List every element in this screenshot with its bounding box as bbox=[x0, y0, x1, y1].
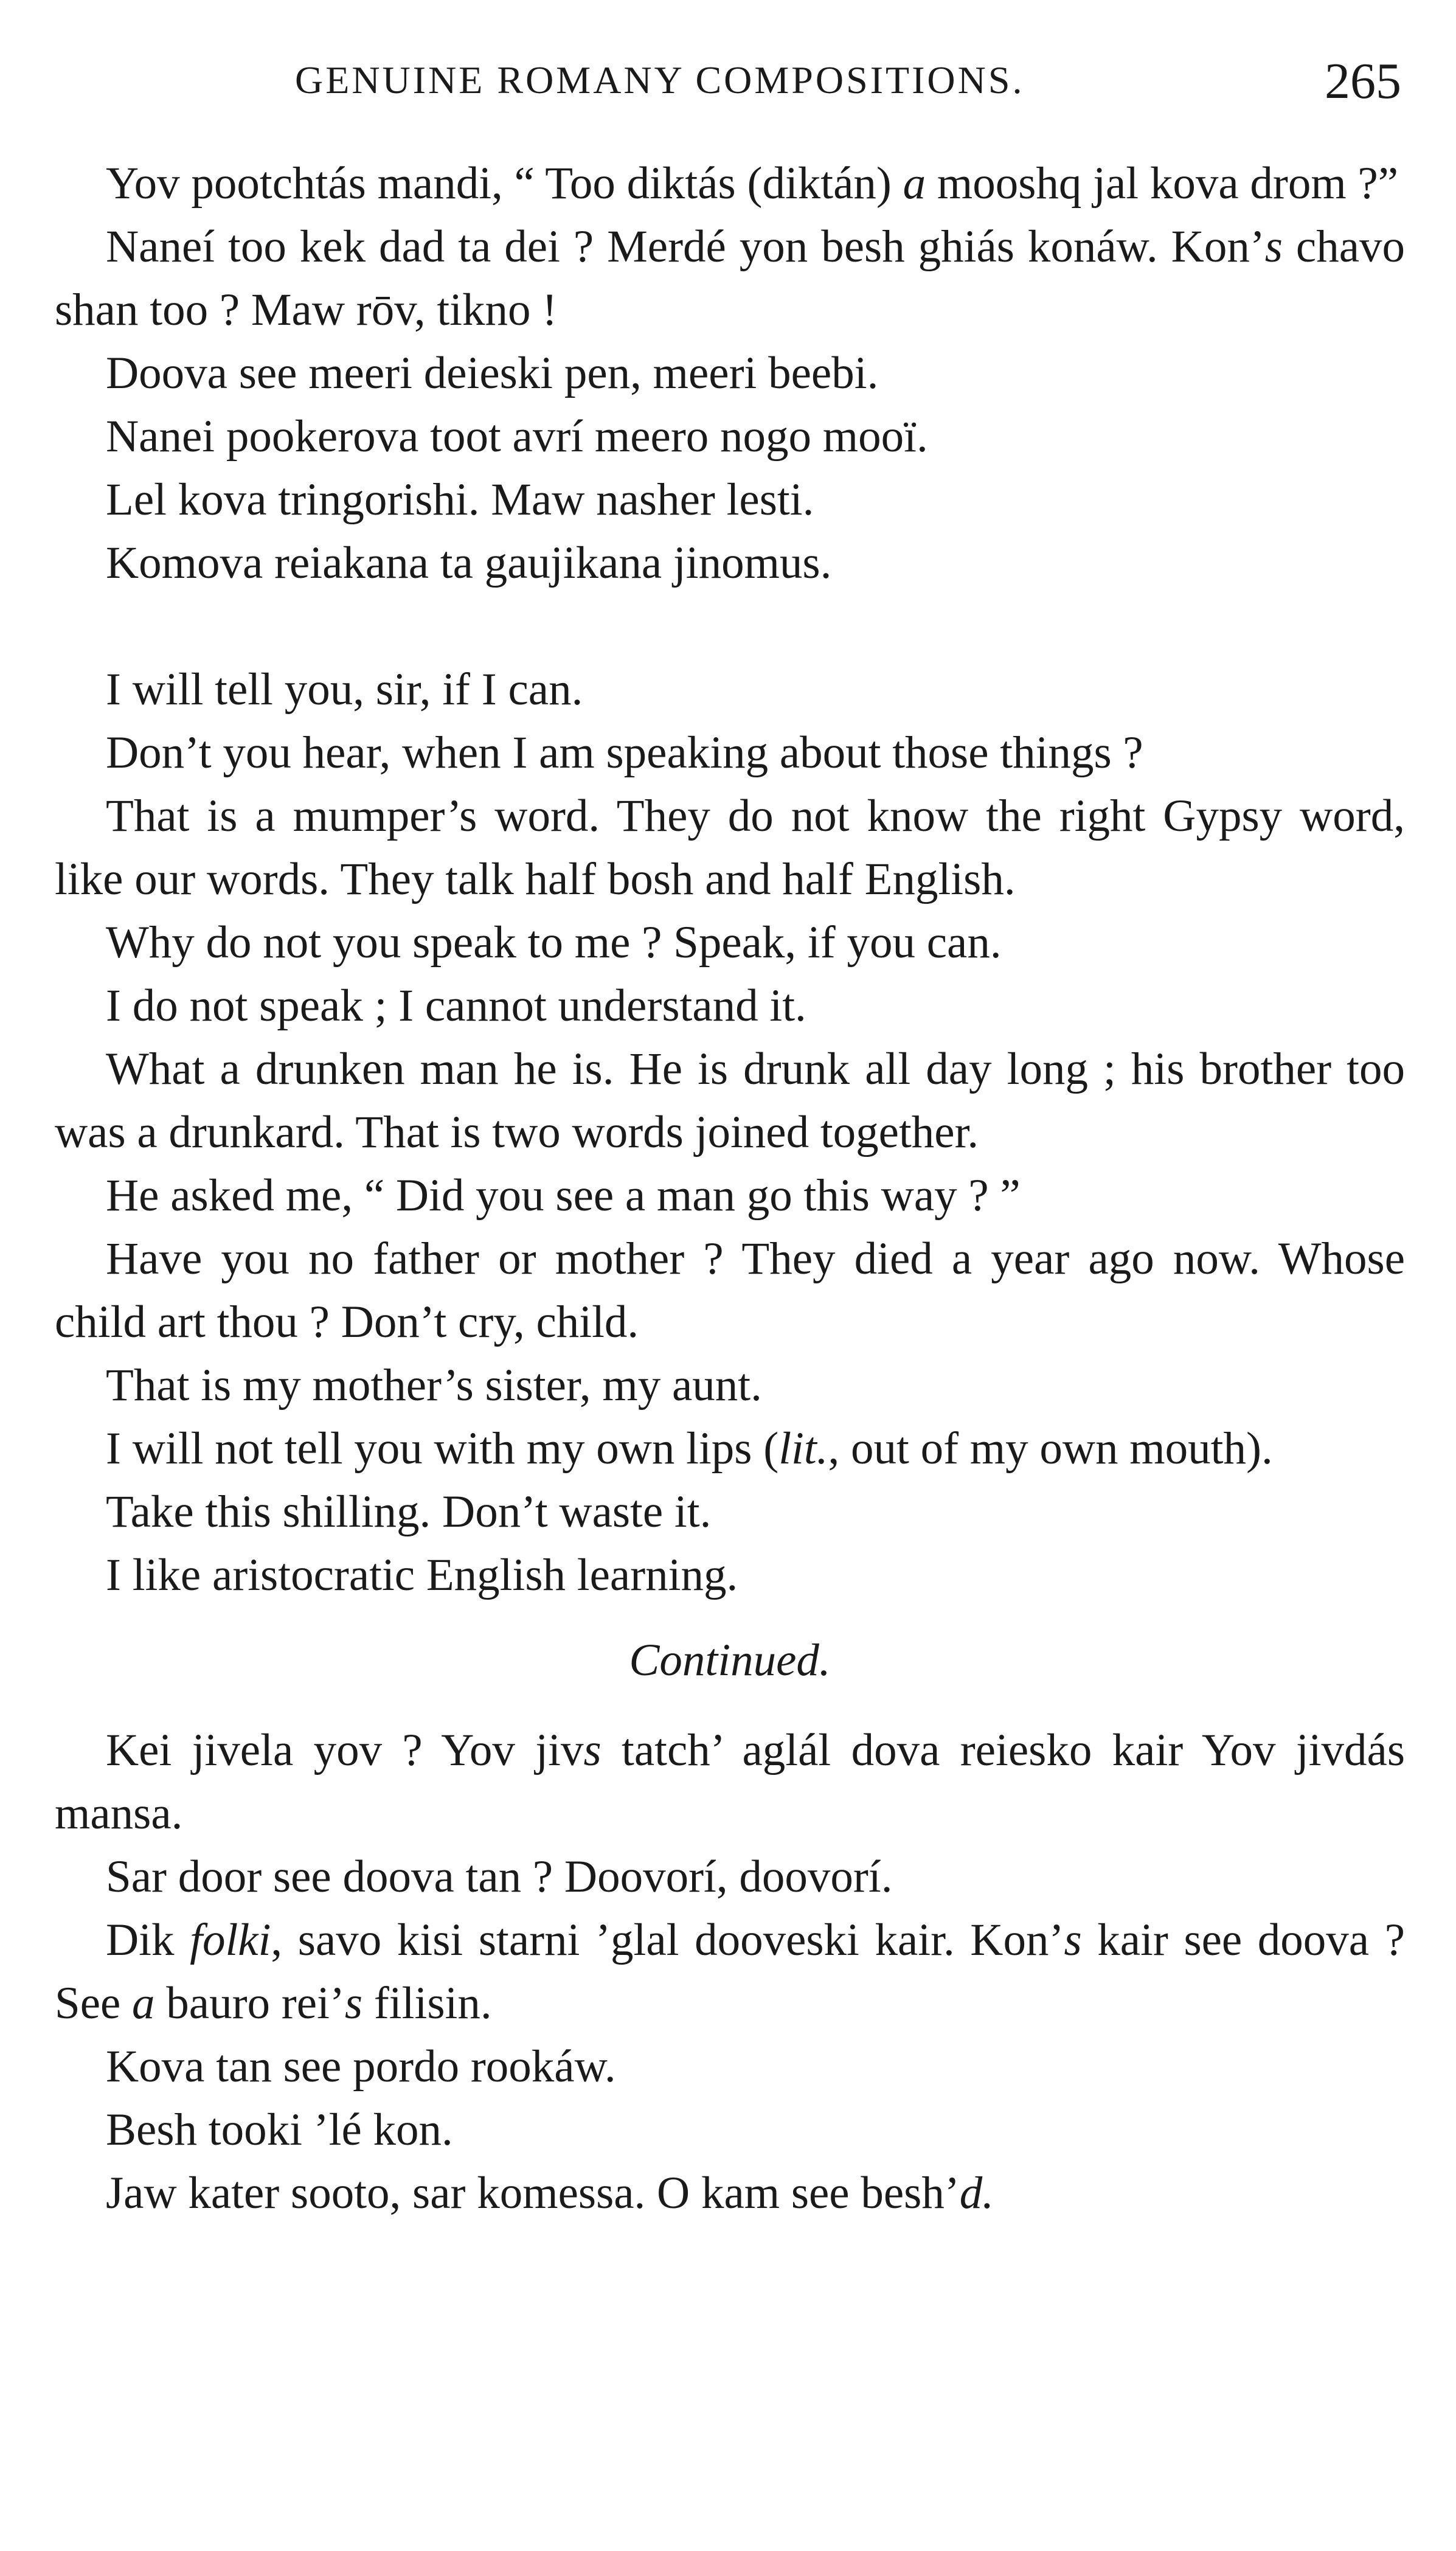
text-run: Besh tooki ’lé kon. bbox=[106, 2105, 453, 2155]
text-run: Take this shilling. Don’t waste it. bbox=[106, 1487, 712, 1537]
text-run: Yov pootchtás mandi, “ Too diktás (diktán) bbox=[106, 158, 903, 209]
text-run: Lel kova tringorishi. Maw nasher lesti. bbox=[106, 474, 814, 525]
text-run: filisin. bbox=[362, 1978, 492, 2029]
running-head bbox=[55, 52, 1401, 119]
paragraph bbox=[55, 1544, 1405, 1607]
text-run: Dik bbox=[106, 1915, 190, 1965]
italic-text-run: lit. bbox=[778, 1423, 828, 1474]
text-run: Naneí too kek dad ta dei ? Merdé yon besh ghiás konáw. Kon’ bbox=[106, 221, 1265, 272]
text-run: Komova reiakana ta gaujikana jinomus. bbox=[106, 538, 832, 588]
text-run: Kova tan see pordo rookáw. bbox=[106, 2041, 616, 2092]
text-run: Don’t you hear, when I am speaking about those things ? bbox=[106, 727, 1143, 778]
paragraph bbox=[55, 721, 1405, 785]
paragraph bbox=[55, 658, 1405, 721]
section-heading: Continued. bbox=[629, 1635, 831, 1685]
paragraph bbox=[55, 532, 1405, 595]
text-run: Why do not you speak to me ? Speak, if you can. bbox=[106, 917, 1002, 968]
continued-phrases-block bbox=[55, 1719, 1405, 2225]
block-spacer bbox=[55, 595, 1405, 658]
paragraph bbox=[55, 342, 1405, 405]
text-run: I like aristocratic English learning. bbox=[106, 1550, 738, 1600]
text-run: kair see doova ? See bbox=[55, 1915, 1405, 2029]
text-run: What a drunken man he is. He is drunk all day long ; his brother too was a drunkard. That is two words joined together. bbox=[55, 1044, 1405, 1157]
english-translation-block bbox=[55, 658, 1405, 1607]
text-run: Have you no father or mother ? They died a year ago now. Whose child art thou ? Don’t cry, child. bbox=[55, 1234, 1405, 1347]
text-run: That is a mumper’s word. They do not know the right Gypsy word, like our words. They talk half bosh and half English. bbox=[55, 791, 1405, 904]
paragraph bbox=[55, 405, 1405, 468]
paragraph bbox=[55, 1164, 1405, 1227]
text-run: Jaw kater sooto, sar komessa. O kam see besh’ bbox=[106, 2168, 960, 2218]
paragraph bbox=[55, 1038, 1405, 1164]
italic-text-run: s bbox=[1064, 1915, 1082, 1965]
text-run: tatch’ aglál dova reiesko kair Yov jivdás mansa. bbox=[55, 1725, 1406, 1839]
italic-text-run: a bbox=[132, 1978, 155, 2029]
text-run: That is my mother’s sister, my aunt. bbox=[106, 1360, 762, 1411]
text-run: I will not tell you with my own lips ( bbox=[106, 1423, 779, 1474]
text-run: Kei jivela yov ? Yov jiv bbox=[106, 1725, 584, 1775]
text-run: He asked me, “ Did you see a man go this way ? ” bbox=[106, 1170, 1021, 1221]
italic-text-run: s bbox=[1264, 221, 1283, 272]
paragraph bbox=[55, 1845, 1405, 1909]
romany-phrases-block bbox=[55, 152, 1405, 595]
text-run: , out of my own mouth). bbox=[828, 1423, 1273, 1474]
text-run: Doova see meeri deieski pen, meeri beebi. bbox=[106, 348, 879, 398]
paragraph bbox=[55, 1354, 1405, 1417]
paragraph bbox=[55, 1909, 1405, 2035]
paragraph bbox=[55, 2098, 1405, 2162]
paragraph bbox=[55, 1719, 1405, 1845]
body-text bbox=[55, 152, 1405, 2225]
paragraph bbox=[55, 468, 1405, 532]
text-run: I will tell you, sir, if I can. bbox=[106, 664, 583, 715]
text-run: , savo kisi starni ’glal dooveski kair. Kon’ bbox=[271, 1915, 1064, 1965]
text-run: I do not speak ; I cannot understand it. bbox=[106, 980, 806, 1031]
text-run: bauro rei’ bbox=[154, 1978, 345, 2029]
italic-text-run: a bbox=[903, 158, 926, 209]
paragraph bbox=[55, 1227, 1405, 1354]
running-title: GENUINE ROMANY COMPOSITIONS. bbox=[295, 58, 1025, 102]
text-run: Nanei pookerova toot avrí meero nogo mooï. bbox=[106, 411, 928, 462]
paragraph bbox=[55, 911, 1405, 974]
paragraph bbox=[55, 1480, 1405, 1544]
text-run: chavo shan too ? Maw rōv, tikno ! bbox=[55, 221, 1406, 335]
paragraph bbox=[55, 2162, 1405, 2225]
italic-text-run: folki bbox=[190, 1915, 271, 1965]
italic-text-run: s bbox=[344, 1978, 363, 2029]
italic-text-run: d. bbox=[959, 2168, 994, 2218]
page-number: 265 bbox=[1325, 53, 1401, 109]
paragraph bbox=[55, 974, 1405, 1038]
paragraph bbox=[55, 152, 1405, 215]
paragraph bbox=[55, 2035, 1405, 2098]
text-run: Sar door see doova tan ? Doovorí, doovorí. bbox=[106, 1852, 893, 1902]
paragraph bbox=[55, 215, 1405, 342]
paragraph bbox=[55, 1417, 1405, 1480]
italic-text-run: s bbox=[583, 1725, 601, 1775]
text-run: mooshq jal kova drom ?” bbox=[926, 158, 1399, 209]
paragraph bbox=[55, 785, 1405, 911]
